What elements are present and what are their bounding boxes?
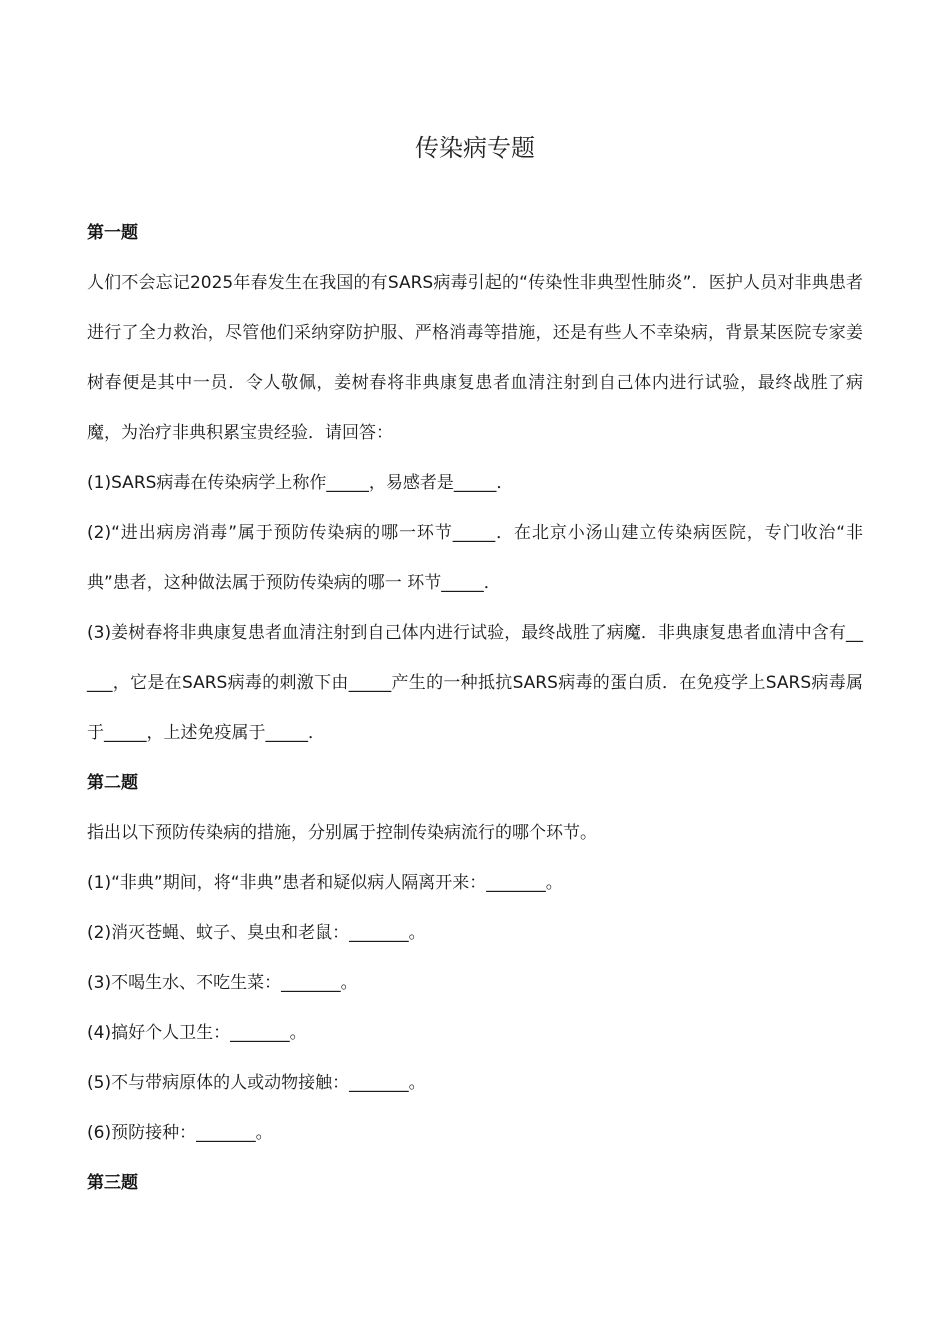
sub-question-4: (4)搞好个人卫生：_______。: [87, 1023, 307, 1043]
question-section-1: [87, 208, 863, 758]
document-body: [87, 208, 863, 1208]
sub-question-3: (3)不喝生水、不吃生菜：_______。: [87, 973, 358, 993]
sub-question-3: (3)姜树春将非典康复患者血清注射到自己体内进行试验，最终战胜了病魔．非典康复患者血清中含有_____，它是在SARS病毒的刺激下由_____产生的一种抵抗SARS病毒的蛋白质．在免疫学上SARS病毒属于_____，上述免疫属于_____．: [87, 623, 863, 743]
document-title: 传染病专题: [415, 134, 535, 162]
question-section-2: [87, 758, 863, 1158]
sub-question-5: (5)不与带病原体的人或动物接触：_______。: [87, 1073, 426, 1093]
section-heading: 第二题: [87, 773, 138, 793]
section-heading: 第一题: [87, 223, 138, 243]
question-intro: 指出以下预防传染病的措施，分别属于控制传染病流行的哪个环节。: [87, 823, 597, 843]
sub-question-1: (1)SARS病毒在传染病学上称作_____，易感者是_____．: [87, 473, 514, 493]
question-section-3: [87, 1158, 863, 1208]
section-heading: 第三题: [87, 1173, 138, 1193]
sub-question-6: (6)预防接种：_______。: [87, 1123, 273, 1143]
sub-question-2: (2)“进出病房消毒”属于预防传染病的哪一环节_____．在北京小汤山建立传染病医院，专门收治“非典”患者，这种做法属于预防传染病的哪一 环节_____．: [87, 523, 863, 593]
question-intro: 人们不会忘记2025年春发生在我国的有SARS病毒引起的“传染性非典型性肺炎”．医护人员对非典患者进行了全力救治，尽管他们采纳穿防护服、严格消毒等措施，还是有些人不幸染病，背景某医院专家姜树春便是其中一员．令人敬佩，姜树春将非典康复患者血清注射到自己体内进行试验，最终战胜了病魔，为治疗非典积累宝贵经验．请回答：: [87, 273, 863, 443]
sub-question-1: (1)“非典”期间，将“非典”患者和疑似病人隔离开来：_______。: [87, 873, 563, 893]
sub-question-2: (2)消灭苍蝇、蚊子、臭虫和老鼠：_______。: [87, 923, 426, 943]
